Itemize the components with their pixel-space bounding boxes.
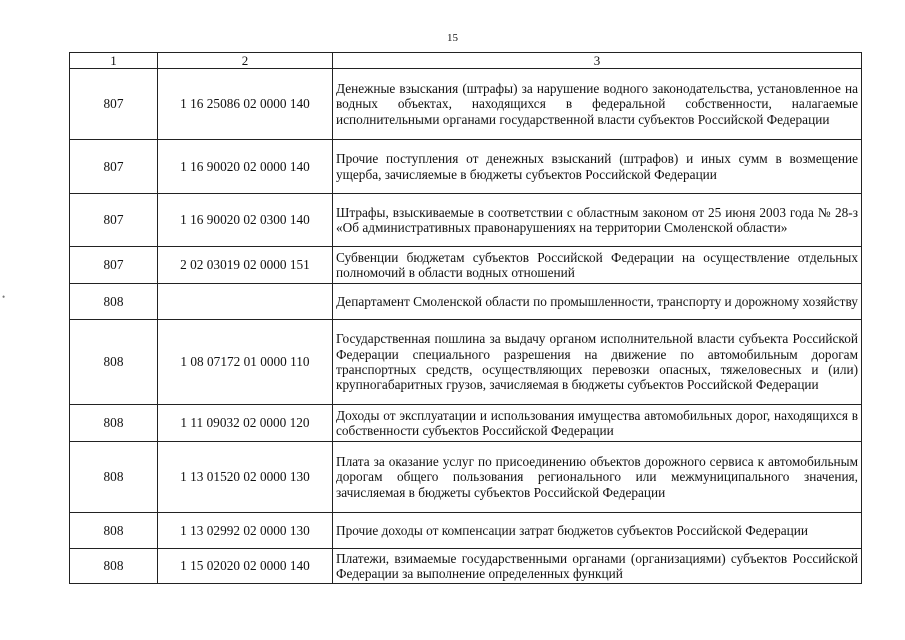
table-row bbox=[70, 405, 862, 442]
revenue-code-cell: 1 11 09032 02 0000 120 bbox=[158, 405, 333, 442]
admin-code-cell: 808 bbox=[70, 549, 158, 584]
header-col-1: 1 bbox=[70, 53, 158, 69]
admin-code-cell: 807 bbox=[70, 194, 158, 247]
table-row bbox=[70, 194, 862, 247]
description-cell: Плата за оказание услуг по присоединению объектов дорожного сервиса к автомобильным дорогам общего пользования регионального или межмуниципального значения, зачисляемая в бюджеты субъектов Российской Федерации bbox=[333, 442, 862, 513]
admin-code-cell: 808 bbox=[70, 405, 158, 442]
department-title-cell: Департамент Смоленской области по промышленности, транспорту и дорожному хозяйству bbox=[333, 284, 862, 320]
table-row bbox=[70, 442, 862, 513]
description-cell: Прочие поступления от денежных взысканий (штрафов) и иных сумм в возмещение ущерба, зачисляемые в бюджеты субъектов Российской Федерации bbox=[333, 140, 862, 194]
table-row bbox=[70, 247, 862, 284]
revenue-code-cell: 1 16 90020 02 0000 140 bbox=[158, 140, 333, 194]
header-col-3: 3 bbox=[333, 53, 862, 69]
admin-code-cell: 807 bbox=[70, 247, 158, 284]
description-cell: Субвенции бюджетам субъектов Российской Федерации на осуществление отдельных полномочий в области водных отношений bbox=[333, 247, 862, 284]
revenue-code-cell: 1 13 02992 02 0000 130 bbox=[158, 513, 333, 549]
revenue-code-cell: 1 15 02020 02 0000 140 bbox=[158, 549, 333, 584]
admin-code-cell: 807 bbox=[70, 140, 158, 194]
revenue-code-cell: 2 02 03019 02 0000 151 bbox=[158, 247, 333, 284]
description-cell: Прочие доходы от компенсации затрат бюджетов субъектов Российской Федерации bbox=[333, 513, 862, 549]
admin-code-cell: 807 bbox=[70, 69, 158, 140]
description-cell: Платежи, взимаемые государственными органами (организациями) субъектов Российской Федерации за выполнение определенных функций bbox=[333, 549, 862, 584]
table-row bbox=[70, 513, 862, 549]
description-cell: Денежные взыскания (штрафы) за нарушение водного законодательства, установленное на водных объектах, находящихся в федеральной собственности, налагаемые исполнительными органами государственной власти субъектов Российской Федерации bbox=[333, 69, 862, 140]
revenue-codes-table bbox=[69, 52, 862, 584]
revenue-code-cell bbox=[158, 284, 333, 320]
table-row bbox=[70, 320, 862, 405]
admin-code-cell: 808 bbox=[70, 513, 158, 549]
table-row bbox=[70, 69, 862, 140]
page-number: 15 bbox=[447, 32, 458, 44]
description-cell: Штрафы, взыскиваемые в соответствии с областным законом от 25 июня 2003 года № 28-з «Об административных правонарушениях на территории Смоленской области» bbox=[333, 194, 862, 247]
admin-code-cell: 808 bbox=[70, 442, 158, 513]
table-row bbox=[70, 140, 862, 194]
revenue-code-cell: 1 16 25086 02 0000 140 bbox=[158, 69, 333, 140]
admin-code-cell: 808 bbox=[70, 284, 158, 320]
description-cell: Доходы от эксплуатации и использования имущества автомобильных дорог, находящихся в собственности субъектов Российской Федерации bbox=[333, 405, 862, 442]
margin-mark: • bbox=[2, 292, 6, 302]
description-cell: Государственная пошлина за выдачу органом исполнительной власти субъекта Российской Федерации специального разрешения на движение по автомобильным дорогам транспортных средств, осуществляющих перевозки опасных, тяжеловесных и (или) крупногабаритных грузов, зачисляемая в бюджеты субъектов Российской Федерации bbox=[333, 320, 862, 405]
department-row bbox=[70, 284, 862, 320]
revenue-code-cell: 1 16 90020 02 0300 140 bbox=[158, 194, 333, 247]
revenue-code-cell: 1 08 07172 01 0000 110 bbox=[158, 320, 333, 405]
header-col-2: 2 bbox=[158, 53, 333, 69]
revenue-code-cell: 1 13 01520 02 0000 130 bbox=[158, 442, 333, 513]
table-row bbox=[70, 549, 862, 584]
admin-code-cell: 808 bbox=[70, 320, 158, 405]
table-header-row bbox=[70, 53, 862, 69]
